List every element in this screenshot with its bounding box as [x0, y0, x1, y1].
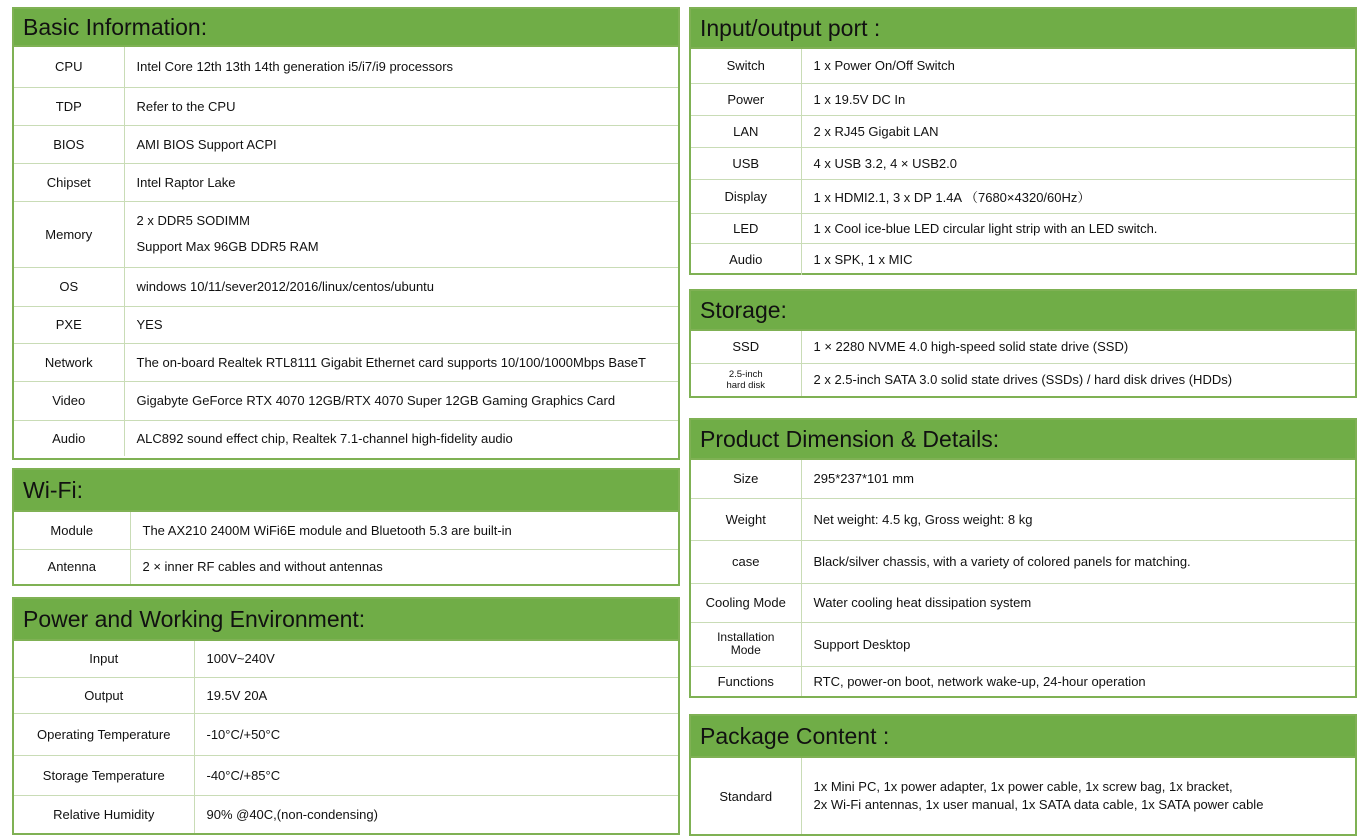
- spec-value-line: 2x Wi-Fi antennas, 1x user manual, 1x SATA data cable, 1x SATA power cable: [813, 797, 1264, 812]
- spec-key: Memory: [14, 201, 124, 267]
- table-row: [691, 460, 1355, 498]
- spec-key: Weight: [691, 498, 801, 540]
- table-row: [691, 363, 1355, 396]
- spec-value-line: 2 x DDR5 SODIMM: [136, 213, 250, 228]
- spec-key: Video: [14, 381, 124, 420]
- spec-value: 1 x Cool ice-blue LED circular light strip with an LED switch.: [801, 213, 1355, 243]
- spec-value: 2 × inner RF cables and without antennas: [142, 559, 383, 575]
- table-row: [14, 267, 678, 306]
- table-row: [14, 420, 678, 456]
- spec-key: Cooling Mode: [691, 583, 801, 622]
- spec-key: Operating Temperature: [14, 713, 194, 755]
- spec-value: 295*237*101 mm: [801, 460, 1355, 498]
- spec-key: Audio: [691, 243, 801, 275]
- table-row: [691, 540, 1355, 583]
- spec-value: YES: [124, 306, 678, 343]
- spec-key: USB: [691, 147, 801, 179]
- spec-key-line: hard disk: [726, 379, 766, 391]
- spec-key-line: Mode: [730, 643, 761, 657]
- spec-value: ALC892 sound effect chip, Realtek 7.1-channel high-fidelity audio: [136, 430, 513, 446]
- spec-key: TDP: [14, 87, 124, 125]
- spec-key: Switch: [691, 49, 801, 83]
- io-port-table: [691, 49, 1355, 275]
- spec-value: 2 x 2.5-inch SATA 3.0 solid state drives (SSDs) / hard disk drives (HDDs): [813, 372, 1233, 388]
- table-row: [691, 758, 1355, 834]
- spec-value: -10°C/+50°C: [194, 713, 678, 755]
- io-port-section: [689, 7, 1357, 275]
- product-dimension-title: Product Dimension & Details:: [691, 420, 1355, 460]
- table-row: [691, 83, 1355, 115]
- table-row: [691, 666, 1355, 696]
- spec-value: windows 10/11/sever2012/2016/linux/centos/ubuntu: [124, 267, 678, 306]
- table-row: [14, 795, 678, 833]
- table-row: [14, 343, 678, 381]
- spec-key: Antenna: [14, 549, 130, 584]
- power-environment-section: [12, 597, 680, 835]
- table-row: [14, 47, 678, 87]
- spec-key: OS: [14, 267, 124, 306]
- basic-information-title: Basic Information:: [14, 9, 678, 47]
- spec-key: Network: [14, 343, 124, 381]
- table-row: [691, 331, 1355, 363]
- spec-value: Intel Core 12th 13th 14th generation i5/i7/i9 processors: [124, 47, 678, 87]
- spec-key: Functions: [691, 666, 801, 696]
- table-row: [691, 115, 1355, 147]
- spec-value: 1 x 19.5V DC In: [801, 83, 1355, 115]
- spec-value: 4 x USB 3.2, 4 × USB2.0: [801, 147, 1355, 179]
- spec-value: 19.5V 20A: [194, 677, 678, 713]
- spec-key: BIOS: [14, 125, 124, 163]
- power-environment-table: [14, 641, 678, 833]
- table-row: [14, 512, 678, 549]
- spec-value: RTC, power-on boot, network wake-up, 24-hour operation: [813, 673, 1146, 689]
- spec-value: Support Desktop: [801, 622, 1355, 666]
- wifi-section: [12, 468, 680, 586]
- spec-value: Net weight: 4.5 kg, Gross weight: 8 kg: [801, 498, 1355, 540]
- package-content-table: [691, 758, 1355, 834]
- table-row: [691, 179, 1355, 213]
- spec-key: [691, 622, 801, 666]
- spec-key: Display: [691, 179, 801, 213]
- spec-value: 1 x Power On/Off Switch: [801, 49, 1355, 83]
- spec-key: Module: [14, 512, 130, 549]
- spec-key: Output: [14, 677, 194, 713]
- spec-value: Intel Raptor Lake: [124, 163, 678, 201]
- wifi-table: [14, 512, 678, 584]
- table-row: [14, 125, 678, 163]
- spec-value: The AX210 2400M WiFi6E module and Bluetooth 5.3 are built-in: [130, 512, 678, 549]
- package-content-section: [689, 714, 1357, 836]
- spec-key: PXE: [14, 306, 124, 343]
- storage-title: Storage:: [691, 291, 1355, 331]
- spec-key: Chipset: [14, 163, 124, 201]
- spec-value: 100V~240V: [194, 641, 678, 677]
- spec-value: 1 x SPK, 1 x MIC: [813, 251, 913, 267]
- table-row: [691, 213, 1355, 243]
- storage-section: [689, 289, 1357, 398]
- spec-key: Input: [14, 641, 194, 677]
- spec-key: Audio: [14, 420, 124, 456]
- spec-key: CPU: [14, 47, 124, 87]
- spec-key: Standard: [691, 758, 801, 834]
- spec-key: case: [691, 540, 801, 583]
- basic-information-section: [12, 7, 680, 460]
- product-dimension-table: [691, 460, 1355, 696]
- spec-key-line: Installation: [717, 630, 775, 644]
- table-row: [691, 147, 1355, 179]
- wifi-title: Wi-Fi:: [14, 470, 678, 512]
- spec-value: 2 x RJ45 Gigabit LAN: [801, 115, 1355, 147]
- spec-key: SSD: [691, 331, 801, 363]
- basic-information-table: [14, 47, 678, 456]
- spec-key: Relative Humidity: [14, 795, 194, 833]
- table-row: [14, 713, 678, 755]
- table-row: [14, 549, 678, 584]
- spec-key: LED: [691, 213, 801, 243]
- spec-key-line: 2.5-inch: [728, 368, 763, 380]
- spec-key: LAN: [691, 115, 801, 147]
- spec-value: Black/silver chassis, with a variety of colored panels for matching.: [801, 540, 1355, 583]
- table-row: [691, 622, 1355, 666]
- table-row: [14, 755, 678, 795]
- spec-value: 1 × 2280 NVME 4.0 high-speed solid state drive (SSD): [801, 331, 1355, 363]
- spec-value: Gigabyte GeForce RTX 4070 12GB/RTX 4070 Super 12GB Gaming Graphics Card: [124, 381, 678, 420]
- table-row: [14, 201, 678, 267]
- spec-value-line: 1x Mini PC, 1x power adapter, 1x power cable, 1x screw bag, 1x bracket,: [813, 779, 1233, 794]
- table-row: [14, 163, 678, 201]
- package-content-title: Package Content :: [691, 716, 1355, 758]
- spec-key: Storage Temperature: [14, 755, 194, 795]
- table-row: [691, 583, 1355, 622]
- spec-value: -40°C/+85°C: [194, 755, 678, 795]
- spec-value: Water cooling heat dissipation system: [801, 583, 1355, 622]
- spec-value: 1 x HDMI2.1, 3 x DP 1.4A （7680×4320/60Hz）: [801, 179, 1355, 213]
- spec-value: [801, 758, 1355, 834]
- io-port-title: Input/output port :: [691, 9, 1355, 49]
- storage-table: [691, 331, 1355, 396]
- power-environment-title: Power and Working Environment:: [14, 599, 678, 641]
- spec-value: AMI BIOS Support ACPI: [124, 125, 678, 163]
- table-row: [14, 381, 678, 420]
- spec-key: Power: [691, 83, 801, 115]
- table-row: [14, 677, 678, 713]
- table-row: [691, 49, 1355, 83]
- spec-value-line: Support Max 96GB DDR5 RAM: [136, 239, 319, 254]
- spec-key: Size: [691, 460, 801, 498]
- spec-value: Refer to the CPU: [124, 87, 678, 125]
- table-row: [691, 498, 1355, 540]
- spec-key: [691, 363, 801, 396]
- table-row: [691, 243, 1355, 275]
- table-row: [14, 87, 678, 125]
- spec-value: [124, 201, 678, 267]
- spec-value: The on-board Realtek RTL8111 Gigabit Ethernet card supports 10/100/1000Mbps BaseT: [124, 343, 678, 381]
- table-row: [14, 306, 678, 343]
- spec-value: 90% @40C,(non-condensing): [206, 806, 378, 822]
- product-dimension-section: [689, 418, 1357, 698]
- table-row: [14, 641, 678, 677]
